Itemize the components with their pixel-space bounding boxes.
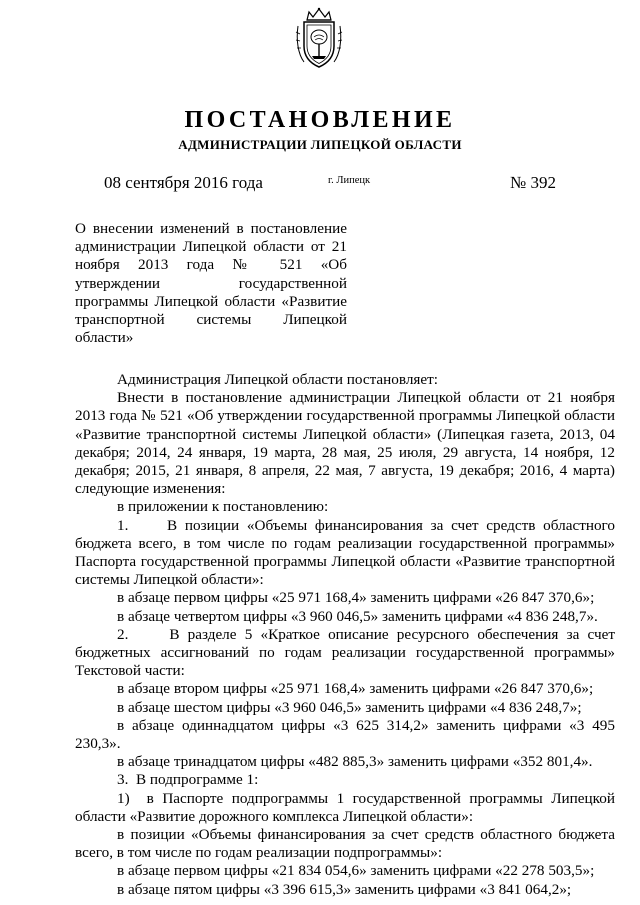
body-paragraph: в абзаце четвертом цифры «3 960 046,5» заменить цифрами «4 836 248,7». bbox=[117, 607, 598, 625]
document-date: 08 сентября 2016 года bbox=[104, 173, 263, 192]
coat-of-arms-icon bbox=[292, 6, 346, 70]
document-body bbox=[75, 371, 615, 899]
document-subtitle: АДМИНИСТРАЦИИ ЛИПЕЦКОЙ ОБЛАСТИ bbox=[178, 137, 462, 152]
body-paragraph: в абзаце первом цифры «25 971 168,4» заменить цифрами «26 847 370,6»; bbox=[117, 589, 595, 607]
document-city: г. Липецк bbox=[328, 175, 371, 186]
body-paragraph: в абзаце втором цифры «25 971 168,4» заменить цифрами «26 847 370,6»; bbox=[117, 680, 594, 698]
body-paragraph: в позиции «Объемы финансирования за счет средств областного бюджета всего, в том числе по годам реализации подпрограммы»: bbox=[75, 826, 615, 862]
body-paragraph: 2. В разделе 5 «Краткое описание ресурсного обеспечения за счет бюджетных ассигнований по годам реализации государственной программы» Текстовой части: bbox=[75, 625, 615, 680]
body-paragraph: в абзаце одиннадцатом цифры «3 625 314,2» заменить цифрами «3 495 230,3». bbox=[75, 716, 615, 753]
body-paragraph: в абзаце пятом цифры «3 396 615,3» заменить цифрами «3 841 064,2»; bbox=[117, 880, 572, 898]
body-paragraph: в приложении к постановлению: bbox=[117, 498, 329, 516]
body-paragraph: 1. В позиции «Объемы финансирования за счет средств областного бюджета всего, в том числе по годам реализации государственной программы» Паспорта государственной программы Липецкой области «Развитие транспортной системы Липецкой области»: bbox=[75, 516, 615, 589]
body-paragraph: Администрация Липецкой области постановляет: bbox=[117, 371, 438, 388]
document-number: № 392 bbox=[510, 173, 556, 192]
body-paragraph: 1) в Паспорте подпрограммы 1 государственной программы Липецкой области «Развитие дорожного комплекса Липецкой области»: bbox=[75, 789, 615, 825]
document-subject: О внесении изменений в постановление администрации Липецкой области от 21 ноября 2013 года № 521 «Об утверждении государственной программы Липецкой области «Развитие транспортной системы Липецкой области» bbox=[75, 220, 347, 347]
document-title: ПОСТАНОВЛЕНИЕ bbox=[184, 107, 456, 133]
document-meta bbox=[0, 174, 640, 196]
body-paragraph: в абзаце шестом цифры «3 960 046,5» заменить цифрами «4 836 248,7»; bbox=[117, 698, 582, 716]
body-paragraph: в абзаце тринадцатом цифры «482 885,3» заменить цифрами «352 801,4». bbox=[117, 753, 593, 771]
body-paragraph: в абзаце первом цифры «21 834 054,6» заменить цифрами «22 278 503,5»; bbox=[117, 862, 595, 880]
body-paragraph: 3. В подпрограмме 1: bbox=[117, 771, 259, 789]
body-paragraph: Внести в постановление администрации Липецкой области от 21 ноября 2013 года № 521 «Об утверждении государственной программы Липецкой области «Развитие транспортной системы Липецкой области» (Липецкая газета, 2013, 04 декабря; 2014, 24 января, 19 марта, 28 мая, 25 июля, 29 августа, 14 ноября, 12 декабря; 2015, 21 января, 8 апреля, 22 мая, 7 августа, 19 декабря; 2016, 4 марта) следующие изменения: bbox=[75, 389, 615, 498]
